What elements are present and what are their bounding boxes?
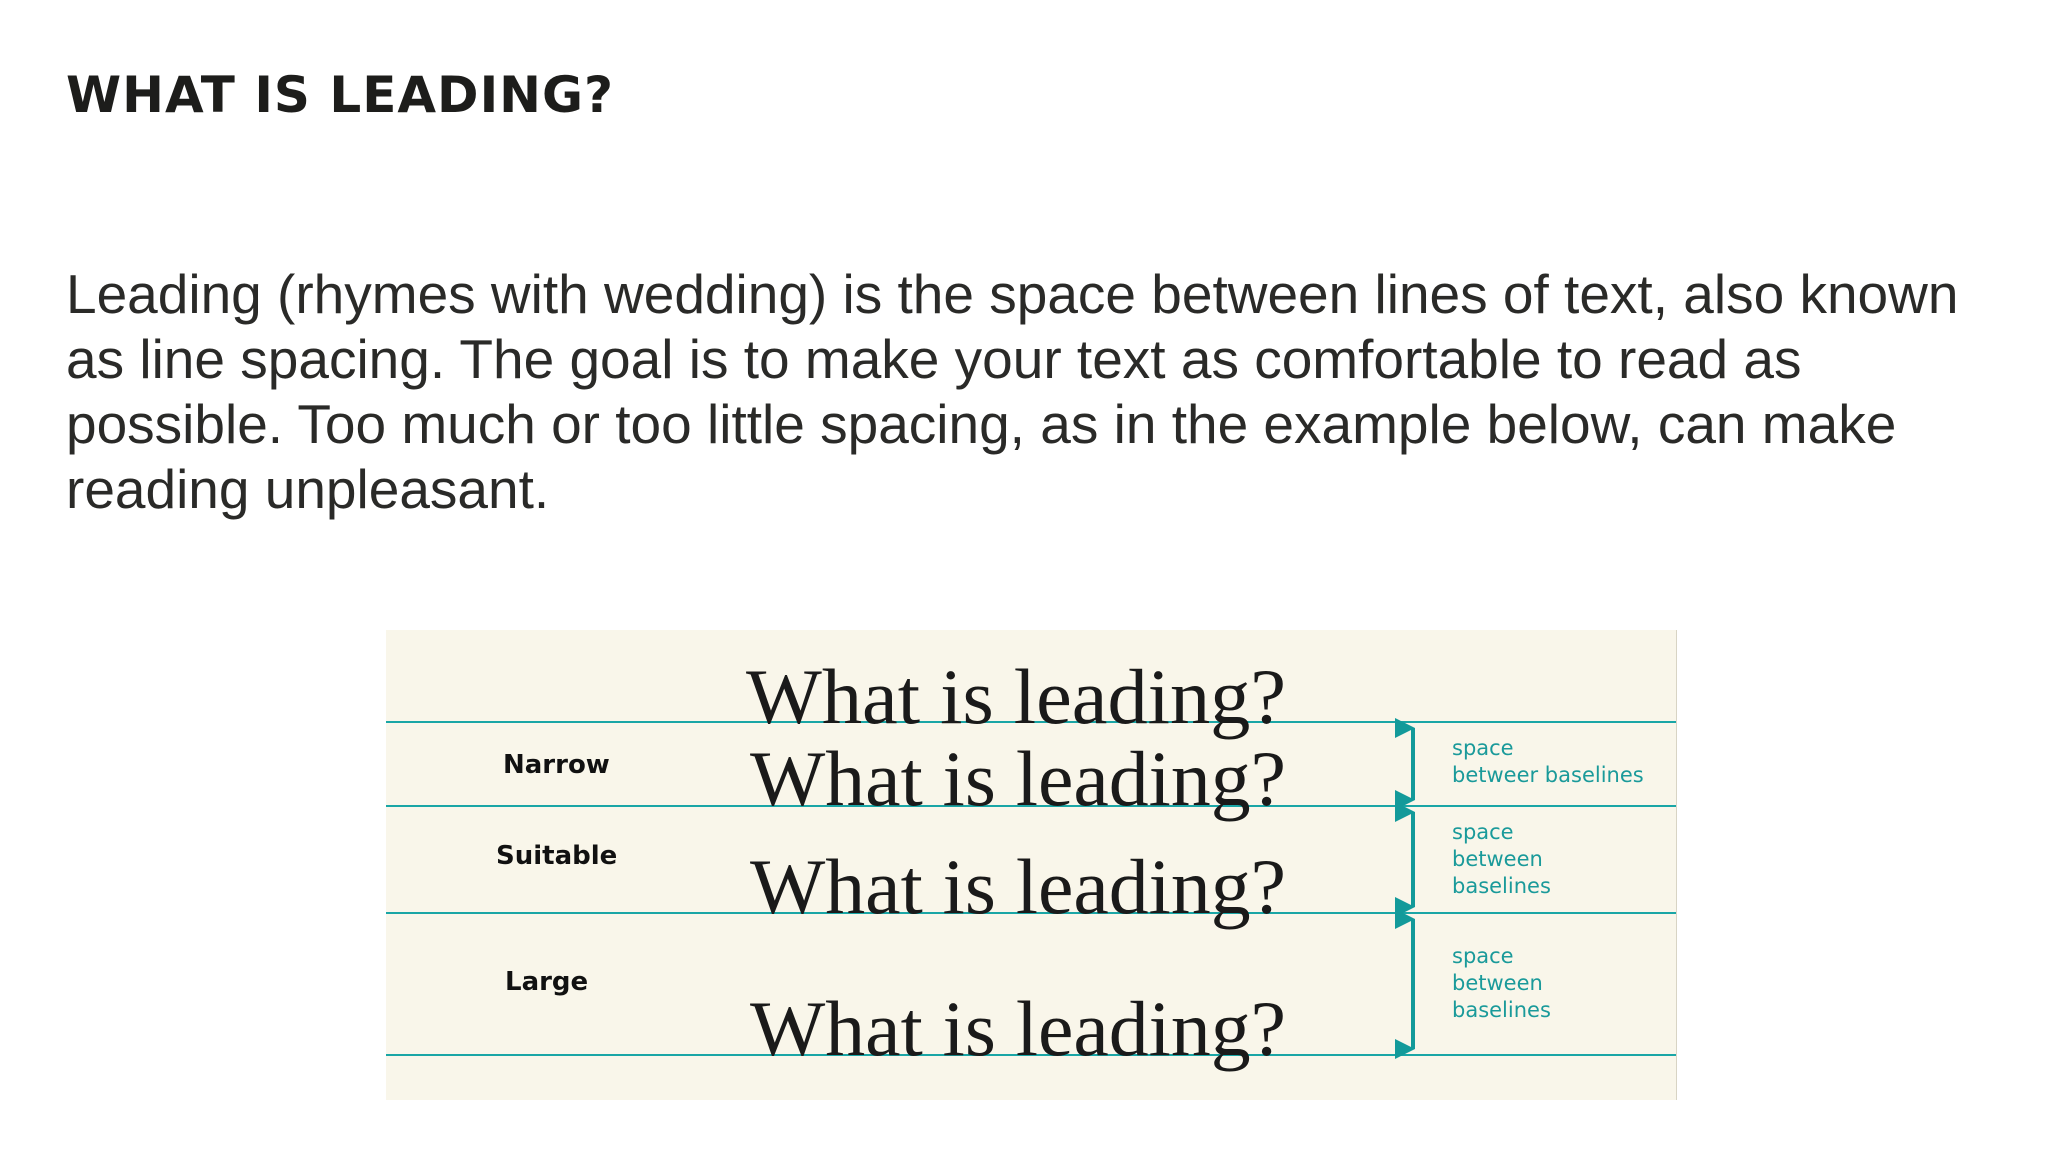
note-narrow-line-1: space (1452, 736, 1514, 760)
row-label-large: Large (505, 967, 589, 997)
note-suitable-line-1: space (1452, 820, 1514, 844)
note-large-line-3: baselines (1452, 998, 1551, 1022)
sample-text-large: What is leading? (750, 985, 1286, 1072)
note-large-line-1: space (1452, 944, 1514, 968)
slide-title: WHAT IS LEADING? (66, 66, 615, 124)
note-narrow-line-2: betweer baselines (1452, 763, 1644, 787)
note-large-line-2: between (1452, 971, 1543, 995)
row-label-suitable: Suitable (496, 841, 618, 871)
sample-text-narrow: What is leading? (750, 735, 1286, 822)
leading-diagram (386, 630, 1677, 1100)
leading-diagram-svg (386, 630, 1676, 1100)
sample-text-suitable: What is leading? (750, 843, 1286, 930)
note-suitable-line-2: between (1452, 847, 1543, 871)
sample-text-top: What is leading? (746, 653, 1286, 740)
row-label-narrow: Narrow (503, 750, 610, 780)
intro-paragraph: Leading (rhymes with wedding) is the space between lines of text, also known as line spacing. The goal is to make your text as comfortable to read as possible. Too much or too little spacing, as in the example below, can make reading unpleasant. (66, 263, 1959, 520)
note-suitable-line-3: baselines (1452, 874, 1551, 898)
